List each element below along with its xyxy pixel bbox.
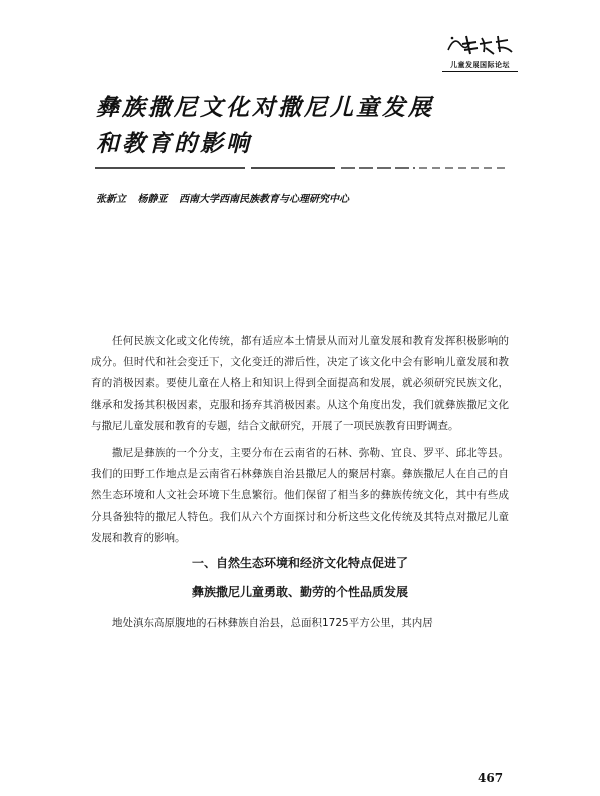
paragraph-1: 任何民族文化或文化传统，都有适应本土情景从而对儿童发展和教育发挥积极影响的成分。但时代和社会变迁下，文化变迁的滞后性，决定了该文化中会有影响儿童发展和教育的消极因素。要使儿童在人格上和知识上得到全面提高和发展，就必须研究民族文化，继承和发扬其积极因素，克服和扬弃其消极因素。从这个角度出发，我们就彝族撒尼文化与撒尼儿童发展和教育的专题，结合文献研究，开展了一项民族教育田野调查。 xyxy=(91,335,509,432)
section-heading-line-1: 一、自然生态环境和经济文化特点促进了 xyxy=(191,556,408,571)
affiliation: 西南大学西南民族教育与心理研究中心 xyxy=(178,194,349,205)
logo-underline xyxy=(442,71,518,72)
title-line-2: 和教育的影响 xyxy=(96,130,252,157)
paragraph-3: 地处滇东高原腹地的石林彝族自治县，总面积1725平方公里，其内居 xyxy=(112,617,433,630)
author-line xyxy=(96,190,516,205)
logo-caption: 儿童发展国际论坛 xyxy=(450,61,510,69)
article-title xyxy=(96,90,516,162)
section-heading-line-2: 彝族撒尼儿童勇敢、勤劳的个性品质发展 xyxy=(191,585,408,600)
title-rule xyxy=(95,166,505,170)
author-1: 张新立 xyxy=(96,194,126,205)
page-number: 467 xyxy=(478,771,504,785)
title-line-1: 彝族撒尼文化对撒尼儿童发展 xyxy=(96,94,434,121)
paragraph-2: 撒尼是彝族的一个分支，主要分布在云南省的石林、弥勒、宜良、罗平、邱北等县。我们的田野工作地点是云南省石林彝族自治县撒尼人的聚居村寨。彝族撒尼人在自己的自然生态环境和人文社会环境下生息繁衍。他们保留了相当多的彝族传统文化，其中有些成分具备独特的撒尼人特色。我们从六个方面探讨和分析这些文化传统及其特点对撒尼儿童发展和教育的影响。 xyxy=(91,447,509,544)
article-body xyxy=(91,331,509,634)
calligraphy-logo-icon xyxy=(440,30,520,58)
author-2: 杨静亚 xyxy=(137,194,168,205)
journal-logo xyxy=(440,30,520,76)
